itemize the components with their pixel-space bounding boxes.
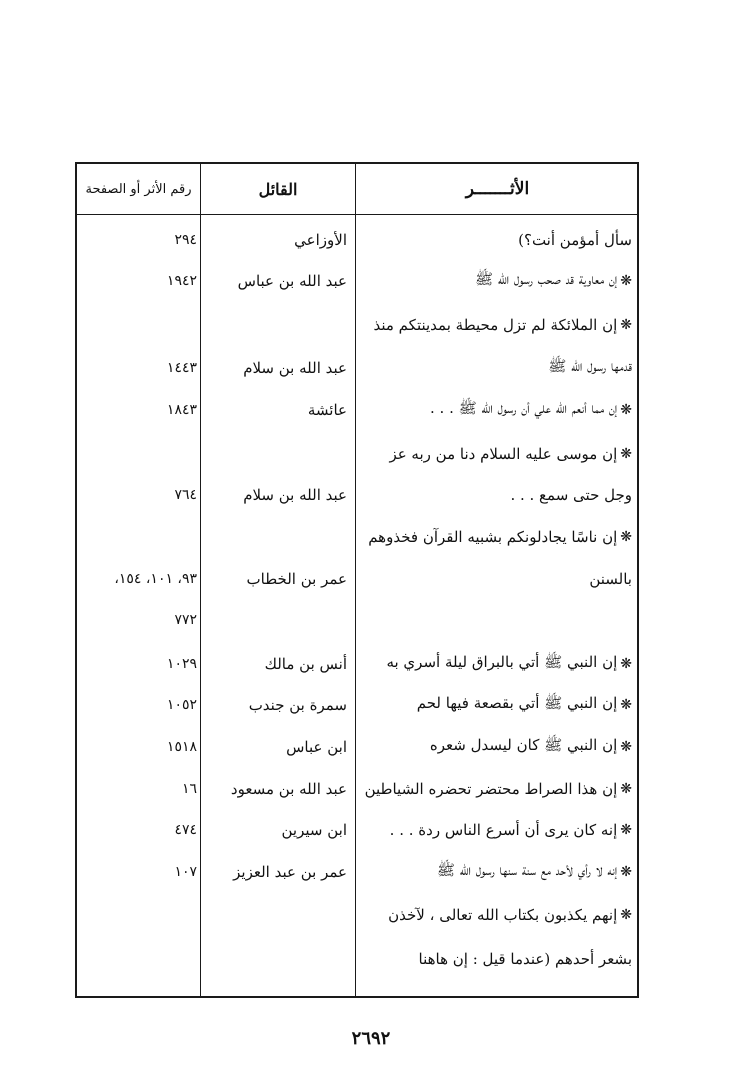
star-bullet-icon: ❋ xyxy=(620,739,632,755)
sayer-cell xyxy=(207,305,347,345)
athar-cell xyxy=(356,475,632,515)
header-athar: الأثـــــــر xyxy=(465,179,530,199)
sayer-cell: ابن سيرين xyxy=(281,821,347,839)
athar-text: وجل حتى سمع . . . xyxy=(510,486,632,504)
sayer-cell: عمر بن عبد العزيز xyxy=(233,863,347,881)
table-row xyxy=(77,220,637,260)
number-cell: ١٠٥٢ xyxy=(166,697,197,713)
sayer-cell: أنس بن مالك xyxy=(264,655,347,673)
star-bullet-icon: ❋ xyxy=(620,317,632,333)
sayer-cell: ابن عباس xyxy=(286,738,347,756)
table-row xyxy=(77,348,637,388)
athar-cell xyxy=(356,895,632,935)
number-cell: ٤٧٤ xyxy=(174,822,197,838)
athar-cell xyxy=(356,559,632,599)
page-number: ٢٦٩٢ xyxy=(351,1028,391,1049)
table-row xyxy=(77,600,637,640)
athar-text: إن مما أنعم الله علي أن رسول الله ﷺ . . . xyxy=(430,399,618,417)
sayer-cell xyxy=(207,434,347,474)
number-cell: ١٥١٨ xyxy=(166,739,197,755)
table-row xyxy=(77,434,637,474)
number-cell: ١٩٤٢ xyxy=(166,273,197,289)
number-cell xyxy=(79,517,197,557)
table-row xyxy=(77,769,637,809)
number-cell xyxy=(79,305,197,345)
athar-text: إن معاوية قد صحب رسول الله ﷺ xyxy=(475,270,618,288)
athar-cell xyxy=(356,644,632,684)
athar-cell xyxy=(356,685,632,725)
number-cell: ٧٧٢ xyxy=(174,612,197,628)
sayer-cell: الأوزاعي xyxy=(294,231,347,249)
table-row xyxy=(77,852,637,892)
athar-text: إنه كان يرى أن أسرع الناس ردة . . . xyxy=(389,821,618,839)
star-bullet-icon: ❋ xyxy=(620,656,632,672)
sayer-cell: عبد الله بن مسعود xyxy=(230,780,347,798)
athar-cell xyxy=(356,390,632,430)
athar-text: إن موسى عليه السلام دنا من ربه عز xyxy=(389,445,618,463)
number-cell: ٢٩٤ xyxy=(174,232,197,248)
table-row xyxy=(77,810,637,850)
sayer-cell xyxy=(207,895,347,935)
number-cell xyxy=(79,434,197,474)
number-cell: ١٤٤٣ xyxy=(166,360,197,376)
athar-cell xyxy=(356,261,632,301)
sayer-cell xyxy=(207,939,347,979)
table-row xyxy=(77,939,637,979)
star-bullet-icon: ❋ xyxy=(620,822,632,838)
star-bullet-icon: ❋ xyxy=(620,273,632,289)
athar-text: إنهم يكذبون بكتاب الله تعالى ، لآخذن xyxy=(388,906,618,924)
table-row xyxy=(77,305,637,345)
table-row xyxy=(77,559,637,599)
athar-cell xyxy=(356,769,632,809)
athar-cell xyxy=(356,220,632,260)
sayer-cell xyxy=(207,517,347,557)
athar-text: إن النبي ﷺ كان ليسدل شعره xyxy=(429,736,618,754)
number-cell: ١٨٤٣ xyxy=(166,402,197,418)
star-bullet-icon: ❋ xyxy=(620,907,632,923)
star-bullet-icon: ❋ xyxy=(620,529,632,545)
athar-cell xyxy=(356,434,632,474)
sayer-cell: عمر بن الخطاب xyxy=(246,570,347,588)
athar-text: إن النبي ﷺ أتي بالبراق ليلة أسري به xyxy=(386,653,618,671)
header-number: رقم الأثر أو الصفحة xyxy=(85,181,192,197)
athar-cell xyxy=(356,600,632,640)
athar-cell xyxy=(356,810,632,850)
sayer-cell: سمرة بن جندب xyxy=(248,696,347,714)
athar-text: إن الملائكة لم تزل محيطة بمدينتكم منذ xyxy=(373,316,618,334)
sayer-cell xyxy=(207,600,347,640)
sayer-cell: عبد الله بن سلام xyxy=(243,486,347,504)
table-row xyxy=(77,475,637,515)
athar-text: بالسنن xyxy=(589,570,632,588)
table-row xyxy=(77,517,637,557)
table-row xyxy=(77,390,637,430)
athar-index-table xyxy=(75,162,639,998)
table-row xyxy=(77,685,637,725)
athar-text: بشعر أحدهم (عندما قيل : إن هاهنا xyxy=(418,950,632,968)
star-bullet-icon: ❋ xyxy=(620,446,632,462)
sayer-cell: عبد الله بن عباس xyxy=(237,272,347,290)
table-row xyxy=(77,895,637,935)
sayer-cell: عبد الله بن سلام xyxy=(243,359,347,377)
sayer-cell: عائشة xyxy=(307,401,347,419)
athar-cell xyxy=(356,348,632,388)
number-cell: ٩٣، ١٠١، ١٥٤، xyxy=(114,571,197,587)
athar-cell xyxy=(356,852,632,892)
athar-text: إن هذا الصراط محتضر تحضره الشياطين xyxy=(364,780,618,798)
athar-cell xyxy=(356,517,632,557)
table-row xyxy=(77,644,637,684)
number-cell: ١٦ xyxy=(181,781,197,797)
athar-cell xyxy=(356,305,632,345)
star-bullet-icon: ❋ xyxy=(620,864,632,880)
athar-text: إنه لا رأي لأحد مع سنة سنها رسول الله ﷺ xyxy=(436,861,618,879)
star-bullet-icon: ❋ xyxy=(620,402,632,418)
athar-text: سأل أمؤمن أنت؟) xyxy=(518,231,632,249)
table-row xyxy=(77,727,637,767)
number-cell: ١٠٢٩ xyxy=(166,656,197,672)
number-cell: ١٠٧ xyxy=(174,864,197,880)
star-bullet-icon: ❋ xyxy=(620,781,632,797)
number-cell xyxy=(79,939,197,979)
header-sayer: القائل xyxy=(258,179,298,199)
athar-cell xyxy=(356,727,632,767)
athar-text: إن النبي ﷺ أتي بقصعة فيها لحم xyxy=(416,694,618,712)
athar-text: إن ناسًا يجادلونكم بشبيه القرآن فخذوهم xyxy=(368,528,618,546)
star-bullet-icon: ❋ xyxy=(620,697,632,713)
athar-cell xyxy=(356,939,632,979)
table-row xyxy=(77,261,637,301)
number-cell xyxy=(79,895,197,935)
header-divider xyxy=(77,214,637,215)
athar-text: قدمها رسول الله ﷺ xyxy=(548,357,632,375)
number-cell: ٧٦٤ xyxy=(174,487,197,503)
